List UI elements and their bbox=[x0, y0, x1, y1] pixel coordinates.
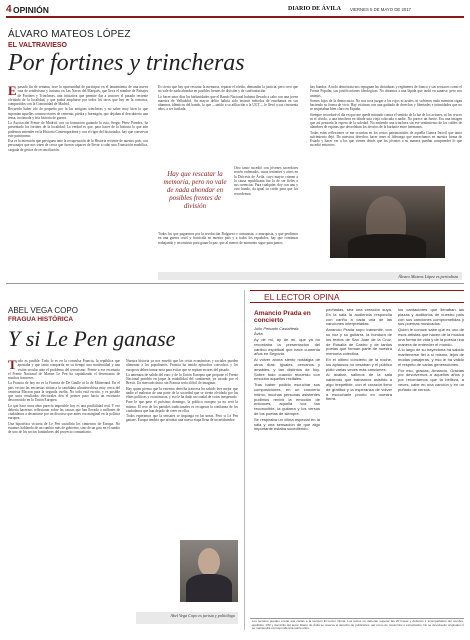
top-column-name: EL VALTRAVIESO bbox=[8, 42, 67, 49]
portrait-body bbox=[186, 574, 232, 602]
dropcap: E bbox=[8, 85, 17, 98]
section-label: OPINIÓN bbox=[13, 5, 49, 15]
paragraph: odo es posible. Todo lo es en la convulsa Francia, la república que apostaba y que tanto compartía en su tiempo una modernidad y una visión secular ante el problema del terrorismo. Frente a ese escenario el Frente Nacional de Marine Le Pen ha capitalizado el desencanto de muchos franceses. bbox=[8, 359, 120, 380]
column-divider bbox=[244, 290, 245, 630]
letter-city: Ávila bbox=[254, 331, 263, 336]
paragraph: Se respiraba un clima especial en la sala y una sensación de que algo importante estaba sucediendo. bbox=[254, 416, 320, 432]
paragraph: Todas estas reflexiones se me ocurrían en los restos patrimoniales de aquella Guerra Incivil que tanto sufrimiento dejó. De nuestros derechos hacer tener el liderazgo que merecíamos en nuestra forma de Estado y hacer ver a los que vienen detrás que los jóvenes a su manera puedan comprender lo que sucedió entonces. bbox=[310, 130, 462, 148]
paragraph: Todos esperamos que la sensatez se imponga en las urnas. Pero si Le Pen ganase, Europa tendría que afrontar una nueva etapa llena de incertidumbre. bbox=[126, 414, 238, 423]
top-author: ÁLVARO MATEOS LÓPEZ bbox=[8, 29, 131, 40]
paragraph: Lo que hace unos años parecía imposible hoy es una posibilidad real. Y eso debería hacernos reflexionar sobre las causas que han llevado a millones de ciudadanos a decantarse por un discurso que antes era marginal en la política europea. bbox=[8, 403, 120, 421]
paragraph: Tras haber podido escuchar sus composiciones, en un concierto íntimo, muchas personas asistentes pudimos revivir la emoción de entonces, aquella voz tan reconocible, la guitarra y los versos de los poetas de siempre. bbox=[254, 382, 320, 416]
paragraph: En el último concierto de la noche, los aplausos no cesaban y el público pidió varias veces más canciones. bbox=[326, 356, 392, 372]
paragraph: hay bandos. A todo demócrata nos repugnan las dictaduras y regímenes de franco y sus secuaces como el Frente Popular, sus justificaciones ideológicas. No abramos a una lápida que tardó en sanarse, pero nos unimos. bbox=[310, 85, 462, 98]
portrait-shoulders bbox=[348, 234, 426, 258]
paragraph: Hay quien piensa que la extrema derecha francesa ha sabido leer mejor que nadie el malestar de una parte de la sociedad que se siente olvidada por las élites políticas y económicas, y eso le ha dado un caudal de votos inesperado. bbox=[126, 386, 238, 399]
left-author-photo bbox=[180, 540, 238, 602]
pull-quote: Hay que rescatar la memoria, pero no vale de nada ahondar en posibles frentes de división bbox=[163, 170, 227, 210]
paragraph: Recuerdo haber ido de pequeño por la las antiguas trincheras y no saber muy bien lo que suponían aquellas construcciones de cemento, piedra y hormigón, que dejaban al descubierto una tensa, incómoda y fría historia de guerra. bbox=[8, 107, 148, 120]
left-column-name: FRAGUA HISTÓRICA bbox=[8, 316, 74, 323]
page-number: 4 bbox=[6, 4, 12, 15]
lector-bar bbox=[250, 290, 464, 303]
letter-col-2 bbox=[326, 308, 392, 614]
paragraph: los cantautores que llenaban las plazas y auditorios de nuestro país con sus canciones comprometidas y sus poemas musicados. bbox=[398, 308, 464, 327]
paragraph: Siempre recordaré el día en que me quedé mirando contra el sentido de la luz de los aviones, ni los cruces ni el olvido, a una trinchera en dónde una vieja colocada a nadie. No parece un fuerte. Era una imagen que así pensaría la espera de la soledad. No entiendo una trinchera sin ese sentimiento de los cables de alambres de espinas que desvelaban los desvíos de la barbarie entre hermanos. bbox=[310, 112, 462, 130]
paragraph: La Francia de hoy no es la Francia de De Gaulle ni la de Mitterrand. En el país vecino las encuestas sitúan a la candidata ultraderechista muy cerca del centrista Macron para la segunda vuelta. No todo está escrito, y es posible que unos resultados electorales den el primer paso hacia un escenario desconocido en la Unión Europea. bbox=[8, 381, 120, 403]
footer-note: Los lectores pueden enviar sus cartas a la sección El Lector Opina. Los textos no deberán superar las 20 líneas y deberán ir acompañados del nombre, apellidos, DNI y domicilio del autor. Diario de Ávila se reserva el derecho de publicarlos, así como de resumirlos o extractarlos. No se devolverán originales ni se mantendrá correspondencia sobre ellos. bbox=[252, 620, 464, 631]
author-photo bbox=[330, 186, 445, 258]
left-author: ABEL VEGA COPO bbox=[8, 306, 78, 315]
paragraph: Otro tanto sucedió con jóvenes sacerdotes recién ordenados, curas tenientes y otros en la Diócesis de Ávila, cuyo mayor crimen a la causa republicana fue la de ser fieles a sus creencias. Para cualquier, doy con uno y otro bando, da igual su credo para que los recordemos. bbox=[234, 166, 298, 196]
paragraph: Amancio Prada supo transmitir, con su voz y su guitarra, la hondura de los textos de San Juan de la Cruz, de Rosalía de Castro y de tantos poetas que forman parte de nuestra memoria colectiva. bbox=[326, 327, 392, 357]
section-divider bbox=[6, 283, 464, 284]
dropcap: T bbox=[8, 359, 17, 372]
paragraph: La Asociación Frente de Madrid, con su formación guiando la ruta, Sergio Pérez Paredes, ha presentado los fortines de la localidad. La verdad es que, para hacer de la historia lo que aún podemos entender en la Historia Contemporánea y con el rigor del historiador, hay que conservar este patrimonio. bbox=[8, 121, 148, 138]
top-article-col-2b bbox=[234, 166, 298, 202]
letter-title: Amancio Prada en concierto bbox=[254, 310, 311, 324]
paragraph: Somos hijos de la democracia. No nos toca juzgar a los rojos ni azules, ni sufrimos nada mientras sigan haciendo su forma de vivir. Hay víctimas con una guiñada de derechos y libertades e intimidades que no se respetaban bien claro en España. bbox=[310, 98, 462, 112]
paragraph: Pase lo que pase el próximo domingo, la política europea ya no será la misma. El reto de los partidos tradicionales es recuperar la confianza de los ciudadanos que han dejado de creer en ellos. bbox=[126, 400, 238, 413]
top-title: Por fortines y trincheras bbox=[8, 50, 245, 76]
paragraph: Por eso, gracias, Amancio. Gracias por devolvernos a aquellos años y por recordarnos que la belleza, a veces, cabe en una canción y en un puñado de versos. bbox=[398, 367, 464, 392]
paragraph: Esa es la intención que persiguen ante la recuperación de la Historia reciente de nuestro país, con personajes que nos traen de cerca que fueron capaces de llevar a cabo una Transición modélica, cargada de gestos de reconciliación. bbox=[8, 139, 148, 152]
lector-section-label: EL LECTOR OPINA bbox=[264, 292, 340, 302]
paragraph: Todos los que paguemos por la revolución Bolguera o comunista, o anarquista, y que perdimos en una guerra cruel y fratricida en nuestro país y a todos los españoles, hay que continuar trabajando y reconstruir para ganar la paz, que al menos de momento sigue para juntos. bbox=[158, 232, 298, 245]
left-article-col-1 bbox=[8, 359, 120, 615]
paragraph: Ay de mí, ay de mí, que ya no recordaba la presentación del cántico espiritual que hace cuarenta años en Segovia. bbox=[254, 338, 320, 357]
paragraph: Quien le conoce sabe que es uno de esos artistas que hacen de la música una forma de vida y de la poesía una manera de entender el mundo. bbox=[398, 327, 464, 347]
letter-col-3 bbox=[398, 308, 464, 614]
paragraph: Al acabar, salimos de la sala sabiendo que habíamos asistido a algo irrepetible, con el corazón lleno de gratitud y la esperanza de volver a escucharle pronto en nuestra tierra. bbox=[326, 372, 392, 402]
newspaper-name: DIARIO DE ÁVILA bbox=[288, 6, 342, 12]
paragraph: pasado fin de semana, tuve la oportunidad de participar en el lanzamiento de una nueva ruta de senderismo y turismo en Las Navas del Marqués, que lleva el nombre de Paisajes de Fortines y Trincheras, una iniciativa que permite dar a conocer el pasado reciente olvidado de la localidad, y que podrá ampliarse por todos los otros que hay en la comarca, compartidos con la Comunidad de Madrid. bbox=[8, 85, 148, 106]
paragraph: Lo hacer unos días las barbaridades que el Bando Nacional hubiera llevado a cabo con una joven maestra de Valladolid. Su mayor delito habría sido instruir métodos de enseñanza en sus alumnos, idénticos del bando, lo que —unido a su afiliación a la UGT— le llevó a sus cincuenta años, a ser fusilada. bbox=[158, 94, 298, 112]
page-header bbox=[6, 4, 464, 16]
issue-date: VIERNES 5 DE MAYO DE 2017 bbox=[350, 7, 412, 12]
left-title: Y si Le Pen ganase bbox=[8, 326, 176, 351]
header-rule bbox=[6, 16, 464, 18]
portrait-head bbox=[198, 548, 220, 576]
paragraph: pechadas, sea una creación suya. En la sala la audiencia respondía con cariño a cada una de las canciones interpretadas. bbox=[326, 308, 392, 327]
footer-rule bbox=[250, 618, 464, 619]
paragraph: Es cierto que hay que rescatar la memoria, reparar el olvido, demandar la justicia, pero creo que no vale de nada ahondar en posibles frentes de división y de confrontación. bbox=[158, 85, 298, 94]
top-article-col-2c bbox=[158, 232, 298, 272]
left-caption: Abel Vega Copo es jurista y politólogo bbox=[136, 612, 238, 624]
paragraph: Una hipotética victoria de Le Pen sacudiría los cimientos de Europa. No estamos hablando de un cambio más de gobierno, sino de un giro en el rumbo de uno de los socios fundadores del proyecto comunitario. bbox=[8, 421, 120, 434]
paragraph: A lo largo de su trayectoria ha sabido mantenerse fiel a sí mismo, lejos de modas pasajeras, y eso le ha valido el respeto de varias generaciones. bbox=[398, 347, 464, 367]
letter-col-1 bbox=[254, 338, 320, 614]
letter-author: Julio Peinado Castañeda bbox=[254, 326, 299, 331]
paragraph: Nuestra historia ya nos enseñó que las crisis económicas y sociales pueden alimentar a los populismos. Francia ha tenido episodios convulsos y los europeos deben tomar nota para evitar que se repitan errores del pasado. bbox=[126, 359, 238, 372]
top-article-col-2 bbox=[158, 85, 298, 165]
top-article-col-1 bbox=[8, 85, 148, 243]
paragraph: La amenaza de salida del euro y de la Unión Europea que propone el Frente Nacional pondría en jaque la estabilidad del continente, ya tocado por el Brexit. Un mercado único sin Francia sería difícil de imaginar. bbox=[126, 372, 238, 386]
photo-caption: Álvaro Mateos López es periodista bbox=[158, 272, 462, 280]
paragraph: Al volver ahora siento nostalgia de otros días: iguales, cercanos y amables, y tan distintos de hoy. Sobre todo cuando recuerdo con emoción aquellos recitales. bbox=[254, 357, 320, 382]
